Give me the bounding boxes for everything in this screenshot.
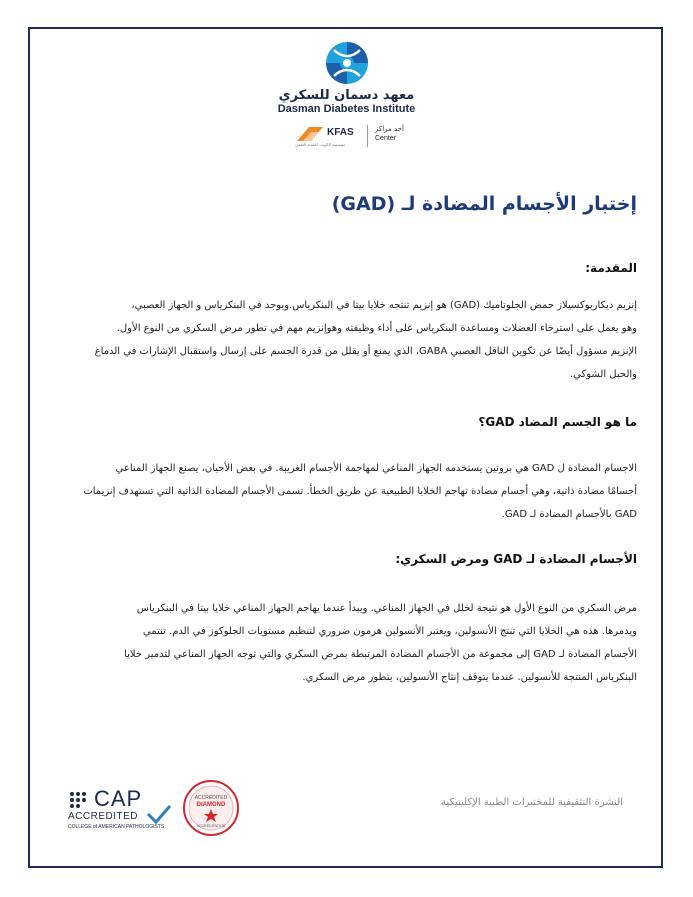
section-body-intro	[66, 294, 637, 386]
cap-word: CAP	[94, 786, 143, 811]
partner-divider	[367, 125, 368, 147]
paragraph-line: إنزيم ديكاربوكسيلاز حمض الجلوتاميك (GAD) هو إنزيم تنتجه خلايا بيتا في البنكرياس.ويوجد في البنكرياس و الجهاز العصبي،	[131, 300, 637, 311]
paragraph-line: مرض السكري من النوع الأول هو نتيجة لخلل في الجهاز المناعي. ويبدأ عندما يهاجم الجهاز المناعي خلايا بيتا في البنكرياس	[136, 603, 637, 614]
kfas-name: KFAS	[327, 127, 354, 138]
section-body-what	[66, 457, 637, 526]
partner-logo	[295, 123, 415, 151]
page-title: إختبار الأجسام المضادة لـ (GAD)	[331, 193, 637, 215]
paragraph-line: البنكرياس المنتجة للأنسولين. عندما يتوقف إنتاج الأنسولين، يتطور مرض السكري.	[302, 672, 637, 683]
diamond-bottom-text: ACCREDITATION	[196, 824, 226, 828]
kfas-logo-icon	[295, 125, 325, 143]
diamond-accreditation-logo	[183, 780, 239, 836]
center-label-en: Center	[375, 135, 397, 142]
institute-name-en: Dasman Diabetes Institute	[277, 103, 416, 115]
section-heading-intro: المقدمة:	[585, 261, 637, 275]
paragraph-line: الأجسام المضادة لـ GAD إلى مجموعة من الأجسام المضادة المرتبطة بمرض السكري والتي توجه الجهاز المناعي لتدمير خلايا	[124, 649, 637, 660]
paragraph-line: أجسامًا مضادة ذاتية، وهي أجسام مضادة تهاجم الخلايا الطبيعية عن طريق الخطأ. تسمى الأجسام المضادة الذاتية التي تستهدف إنزيمات	[83, 486, 637, 497]
kfas-subtitle: مؤسسة الكويت للتقدم العلمي	[295, 142, 346, 147]
checkmark-icon	[146, 804, 172, 824]
cap-dots-icon	[68, 790, 92, 810]
paragraph-line: الإنزيم مسؤول أيضًا عن تكوين الناقل العصبي GABA، الذي يمنع أو يقلل من قدرة الجسم على إرسال واستقبال الإشارات في الدماغ	[94, 346, 637, 357]
header	[0, 40, 693, 115]
diamond-top-text: ACCREDITED	[194, 795, 228, 801]
institute-name-ar: معهد دسمان للسكري	[278, 88, 415, 103]
section-heading-diabetes: الأجسام المضادة لـ GAD ومرض السكري:	[395, 552, 637, 566]
paragraph-line: GAD بالأجسام المضادة لـ GAD.	[501, 509, 637, 520]
cap-accredited-word: ACCREDITED	[68, 811, 139, 822]
center-label-ar: أحد مراكز	[375, 125, 404, 133]
section-heading-what: ما هو الجسم المضاد GAD؟	[478, 415, 637, 429]
cap-college-name: COLLEGE of AMERICAN PATHOLOGISTS	[68, 824, 165, 830]
page-border	[28, 27, 663, 868]
diamond-word-text: DIAMOND	[196, 802, 226, 808]
institute-logo-icon	[324, 40, 370, 86]
section-body-diabetes	[66, 597, 637, 689]
paragraph-line: وهو يعمل على استرخاء العضلات ومساعدة البنكرياس على أداء وظيفته وهوإنزيم مهم في تطور مرض السكري من النوع الأول.	[116, 323, 637, 334]
paragraph-line: الاجسام المضادة ل GAD هي بروتين يستخدمه الجهاز المناعي لمهاجمة الأجسام الغريبة. في بعض الأحيان، يصنع الجهاز المناعي	[115, 463, 637, 474]
paragraph-line: والحبل الشوكي.	[569, 369, 637, 380]
cap-accreditation-logo	[68, 786, 178, 834]
paragraph-line: ويدمرها. هذه هي الخلايا التي تنتج الأنسولين، ويعتبر الأنسولين هرمون ضروري لتنظيم مستويات الجلوكوز في الدم. تنتمي	[142, 626, 637, 637]
bulletin-footer: النشرة التثقيفية للمختبرات الطبية الإكلينيكية	[441, 797, 623, 808]
